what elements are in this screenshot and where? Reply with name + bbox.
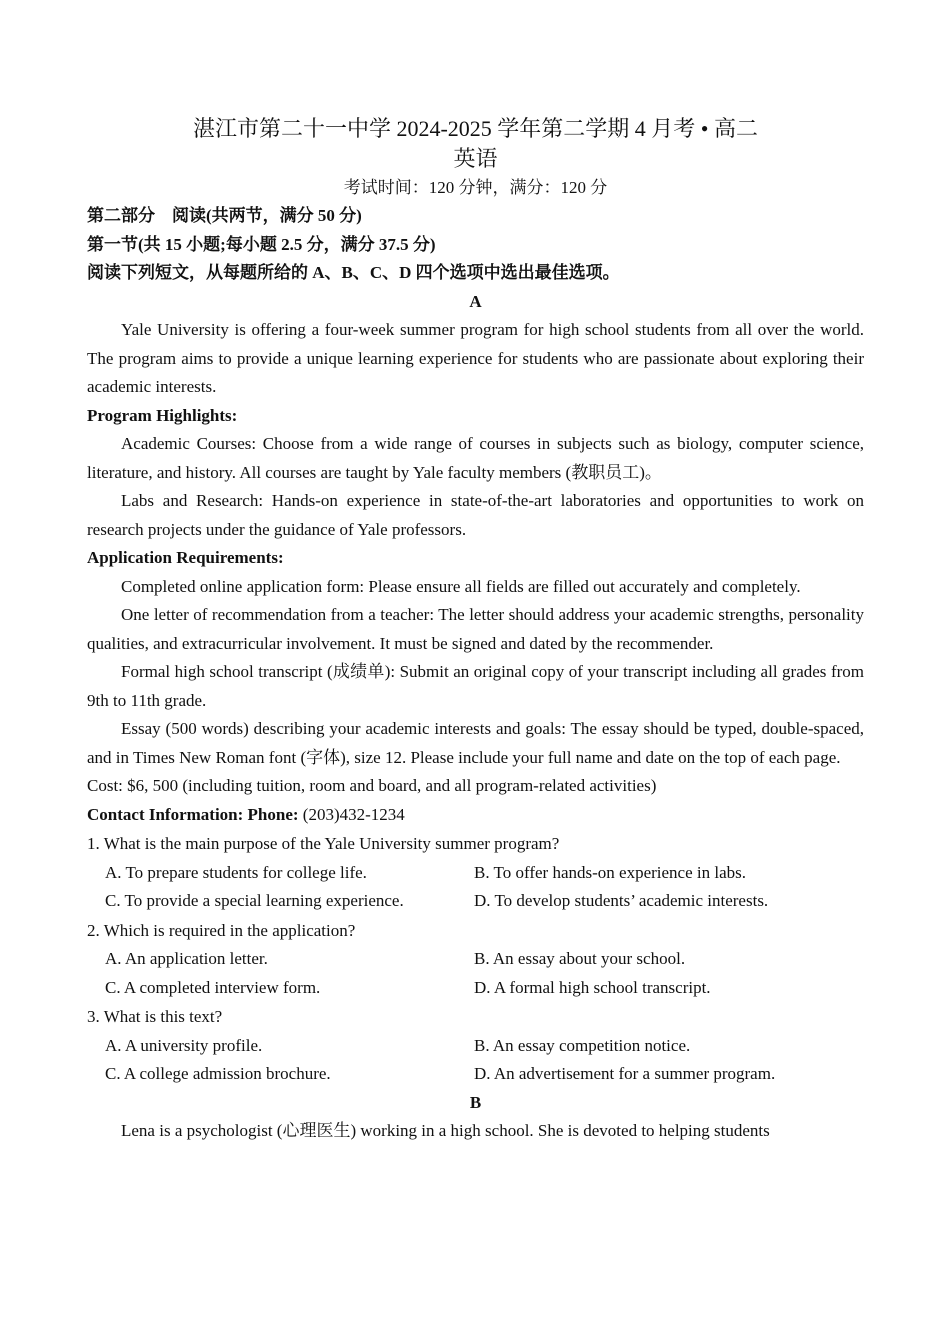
passage-a-intro: Yale University is offering a four-week summer program for high school students from all over the world. The program aims to provide a unique learning experience for students who are passionate about exploring their academic interests.: [87, 320, 864, 396]
question-stem: 1. What is the main purpose of the Yale University summer program?: [87, 834, 560, 853]
question-1: [87, 830, 864, 916]
question-stem: 2. Which is required in the application?: [87, 920, 356, 940]
highlight-paragraph: Academic Courses: Choose from a wide range of courses in subjects such as biology, computer science, literature, and history. All courses are taught by Yale faculty members (教职员工)。: [87, 434, 864, 482]
option-d: D. An advertisement for a summer program.: [474, 1064, 776, 1083]
option-c: C. To provide a special learning experience.: [105, 891, 404, 910]
highlight-paragraph: Labs and Research: Hands-on experience in state-of-the-art laboratories and opportunities to work on research projects under the guidance of Yale professors.: [87, 491, 864, 539]
question-stem: 3. What is this text?: [87, 1007, 223, 1026]
passage-a-label: A: [469, 291, 482, 311]
option-a: A. A university profile.: [105, 1035, 263, 1055]
requirement-paragraph: One letter of recommendation from a teacher: The letter should address your academic strengths, personality qualities, and extracurricular involvement. It must be signed and dated by the recommender.: [87, 605, 864, 653]
passage-b-intro: Lena is a psychologist (心理医生) working in a high school. She is devoted to helping students: [121, 1121, 770, 1140]
instruction: 阅读下列短文，从每题所给的 A、B、C、D 四个选项中选出最佳选项。: [87, 263, 620, 282]
requirement-paragraph: Completed online application form: Please ensure all fields are filled out accurately and completely.: [121, 576, 801, 596]
question-2: [87, 917, 864, 1003]
passage-b-label: B: [469, 1092, 482, 1112]
question-options: [87, 1032, 864, 1089]
exam-title: 湛江市第二十一中学 2024-2025 学年第二学期 4 月考 • 高二: [192, 116, 759, 141]
question-3: [87, 1003, 864, 1089]
exam-subject: 英语: [453, 146, 498, 171]
option-c: C. A college admission brochure.: [105, 1064, 331, 1083]
requirement-paragraph: Essay (500 words) describing your academic interests and goals: The essay should be typed, double-spaced, and in Times New Roman font (字体), size 12. Please include your full name and date on the top of each page.: [87, 719, 864, 767]
part-heading: 第二部分 阅读(共两节，满分 50 分): [87, 206, 362, 225]
contact-line: [87, 801, 864, 830]
cost-line: Cost: $6, 500 (including tuition, room and board, and all program-related activities): [87, 776, 657, 795]
option-b: B. To offer hands-on experience in labs.: [474, 862, 746, 882]
option-d: D. A formal high school transcript.: [474, 977, 711, 997]
page-content: [87, 114, 864, 1146]
question-options: [87, 859, 864, 916]
subsection-heading: 第一节(共 15 小题;每小题 2.5 分，满分 37.5 分): [87, 234, 436, 254]
contact-label: Contact Information: Phone:: [87, 804, 299, 824]
requirements-heading: Application Requirements:: [87, 548, 284, 567]
option-a: A. To prepare students for college life.: [105, 862, 367, 882]
option-d: D. To develop students’ academic interests.: [474, 891, 769, 910]
exam-info: 考试时间：120 分钟，满分：120 分: [343, 178, 608, 197]
highlights-heading: Program Highlights:: [87, 405, 238, 425]
requirement-paragraph: Formal high school transcript (成绩单): Submit an original copy of your transcript including all grades from 9th to 11th grade.: [87, 662, 864, 710]
option-c: C. A completed interview form.: [105, 977, 321, 997]
option-b: B. An essay competition notice.: [474, 1035, 691, 1055]
question-options: [87, 945, 864, 1002]
contact-phone: (203)432-1234: [298, 804, 405, 824]
option-b: B. An essay about your school.: [474, 949, 686, 968]
option-a: A. An application letter.: [105, 949, 268, 968]
